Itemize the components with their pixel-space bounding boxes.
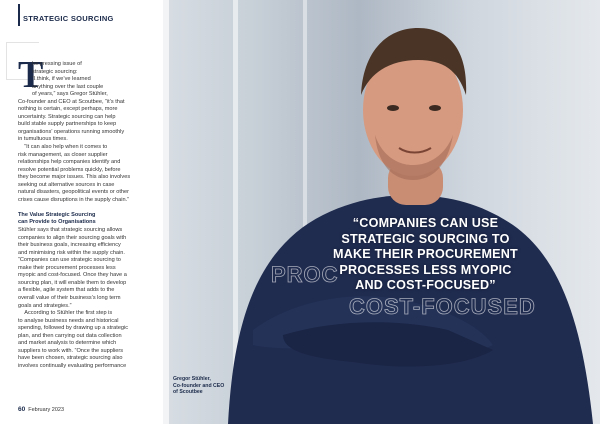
body-line: spending, followed by drawing up a strategic: [18, 325, 129, 332]
pull-quote-line: AND COST-FOCUSED”: [355, 278, 496, 292]
body-line: “Companies can use strategic sourcing to: [18, 257, 121, 264]
article-column: [0, 0, 163, 424]
ghost-text-2: COST-FOCUSED: [349, 294, 536, 319]
body-line: companies to align their sourcing goals with: [18, 234, 127, 241]
pull-quote: [313, 216, 538, 294]
body-line: overall value of their business’s long term: [18, 294, 121, 301]
ghost-text-1: PROC: [271, 262, 339, 287]
caption-line: Gregor Stühler,: [173, 376, 211, 382]
body-line: sourcing plan, it will enable them to develop: [18, 279, 127, 286]
body-line: in tumultuous times.: [18, 136, 68, 143]
body-line: myopic and cost-focused. Once they have a: [18, 272, 127, 279]
photo-caption: [173, 376, 224, 396]
body-line: “It can also help when it comes to: [18, 144, 108, 151]
page-number: 60: [18, 406, 26, 413]
body-line: plan, and then carrying out data collection: [18, 332, 122, 339]
body-line: they become major issues. This also involves: [18, 174, 131, 181]
section-marker: [18, 4, 20, 26]
body-line: make their procurement processes less: [18, 264, 116, 271]
body-line: “I think, if we’ve learned: [32, 76, 91, 83]
page-footer: [18, 406, 64, 413]
body-line: suppliers to work with. “Once the suppliers: [18, 347, 124, 354]
section-title: STRATEGIC SOURCING: [23, 14, 114, 23]
body-line: crises cause disruptions in the supply chain.”: [18, 196, 129, 203]
body-line: seeking out alternative sources in case: [18, 181, 115, 188]
body-line: nothing is certain, except perhaps, more: [18, 106, 118, 113]
body-line: and minimising risk within the supply chain.: [18, 249, 125, 256]
body-line: their business goals, increasing efficiency: [18, 242, 121, 249]
body-line: have been chosen, strategic sourcing also: [18, 355, 123, 362]
body-line: a flexible, agile system that adds to the: [18, 287, 115, 294]
body-line: Stühler says that strategic sourcing allows: [18, 227, 123, 234]
caption-line: of Scoutbee: [173, 389, 203, 396]
body-line: involves continually evaluating performance: [18, 362, 127, 369]
body-line: strategic sourcing:: [32, 68, 78, 75]
body-line: risk management, as closer supplier: [18, 151, 108, 158]
pull-quote-line: PROCESSES LESS MYOPIC: [339, 262, 512, 277]
portrait-figure: [163, 0, 600, 424]
portrait-photo: [163, 0, 600, 424]
body-line: Co-founder and CEO at Scoutbee, “it’s that: [18, 98, 125, 105]
issue-date: February 2023: [28, 407, 65, 413]
subheading-line: can Provide to Organisations: [18, 219, 96, 226]
dropcap: T: [18, 54, 44, 96]
pull-quote-line: STRATEGIC SOURCING TO: [341, 231, 510, 246]
body-line: [18, 204, 162, 212]
body-line: uncertainty. Strategic sourcing can help: [18, 113, 116, 120]
body-line: natural disasters, geopolitical events or other: [18, 189, 130, 196]
pull-quote-line: MAKE THEIR PROCUREMENT: [333, 247, 518, 261]
body-line: he pressing issue of: [32, 61, 82, 67]
article-body: [18, 61, 162, 370]
body-line: to analyse business needs and historical: [18, 317, 119, 324]
pull-quote-line: “COMPANIES CAN USE: [352, 216, 499, 230]
body-line: build stable supply partnerships to keep: [18, 121, 117, 128]
body-line: anything over the last couple: [32, 83, 104, 90]
body-line: and market analysis to determine which: [18, 340, 117, 347]
body-line: of years,” says Gregor Stühler,: [32, 91, 108, 98]
caption-line: Co-founder and CEO: [173, 382, 225, 389]
body-line: goals and strategies.”: [18, 302, 72, 309]
body-line: According to Stühler the first step is: [18, 310, 113, 317]
subheading-line: The Value Strategic Sourcing: [18, 211, 96, 218]
body-line: relationships help companies identify and: [18, 159, 121, 166]
body-line: resolve potential problems quickly, before: [18, 166, 121, 173]
body-line: organisations’ operations running smoothly: [18, 128, 125, 135]
